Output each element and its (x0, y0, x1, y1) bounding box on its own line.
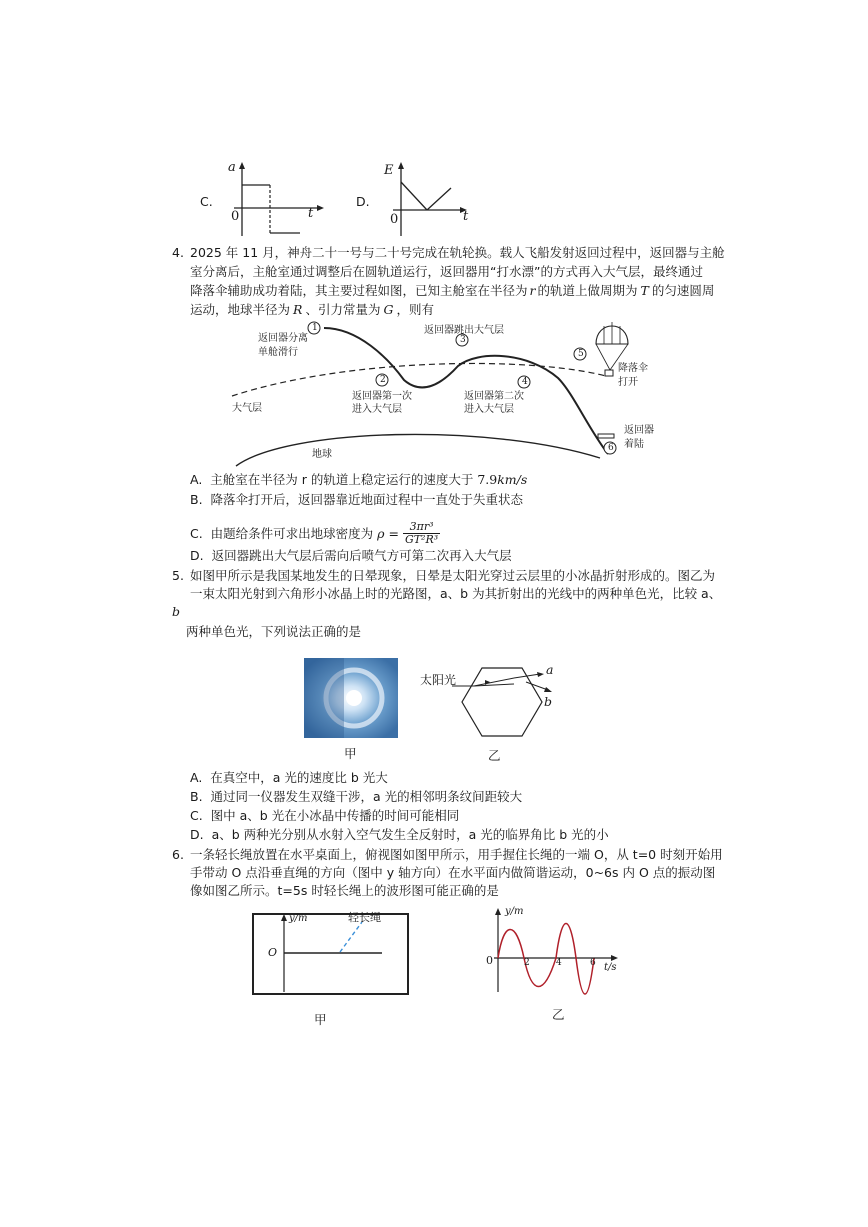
graph-origin: 0 (486, 954, 493, 967)
fig-jia-caption: 甲 (344, 746, 357, 761)
label-capsule: 返回器 (624, 425, 654, 436)
marker-2: 2 (380, 375, 386, 385)
label-glide: 单舱滑行 (258, 347, 298, 358)
q4-option-c[interactable]: C. 由题给条件可求出地球密度为 ρ = $\frac{\text{3πr³}}{\text{GT²R³}}$ (190, 519, 439, 546)
ray-a-label: a (546, 662, 554, 677)
graph-tick-4: 4 (556, 958, 562, 968)
marker-3: 3 (460, 335, 466, 345)
fig-yi-caption: 乙 (488, 748, 501, 763)
fig-yi-caption-q6: 乙 (552, 1007, 565, 1022)
q4-line-4: 运动，地球半径为 R 、引力常量为 G ，则有 (190, 302, 434, 317)
rope-origin: O (268, 946, 278, 959)
q4-number: 4. (172, 245, 184, 260)
q5-line-2: 一束太阳光射到六角形小冰晶上时的光路图，a、b 为其折射出的光线中的两种单色光，比较 a、 (190, 586, 722, 601)
label-separation: 返回器分离 (258, 333, 308, 344)
ray-b-label: b (544, 694, 553, 709)
rope-y-axis: y/m (289, 913, 308, 924)
marker-4: 4 (522, 377, 528, 387)
q4-option-d[interactable]: D. 返回器跳出大气层后需向后喷气方可第二次再入大气层 (190, 548, 512, 563)
q4-line-3: 降落伞辅助成功着陆，其主要过程如图，已知主舱室在半径为 r 的轨道上做周期为 T 的匀速圆周 (190, 283, 715, 298)
q6-number: 6. (172, 847, 184, 862)
option-c-y-axis: a (228, 160, 236, 175)
q5-option-b[interactable]: B. 通过同一仪器发生双缝干涉，a 光的相邻明条纹间距较大 (190, 789, 523, 804)
halo-photo (304, 658, 398, 738)
density-fraction: $\frac{\text{3πr³}}{\text{GT²R³}}$ (404, 519, 439, 546)
q4-line-1: 2025 年 11 月，神舟二十一号与二十号完成在轨轮换。载人飞船发射返回过程中，返回器与主舱 (190, 245, 725, 260)
q5-line-1: 如图甲所示是我国某地发生的日晕现象，日晕是太阳光穿过云层里的小冰晶折射形成的。图乙为 (190, 568, 716, 583)
label-second-entry-b: 进入大气层 (464, 404, 514, 415)
graph-tick-6: 6 (590, 958, 596, 968)
option-d-x-axis: t (463, 209, 469, 224)
label-first-entry: 返回器第一次 (352, 391, 412, 402)
label-landing: 着陆 (624, 439, 644, 450)
fig-jia-caption-q6: 甲 (314, 1012, 327, 1027)
option-d-y-axis: E (384, 163, 394, 178)
q5-number: 5. (172, 568, 184, 583)
label-parachute-open: 打开 (618, 377, 638, 388)
q4-option-a[interactable]: A. 主舱室在半径为 r 的轨道上稳定运行的速度大于 7.9km/s (190, 472, 528, 487)
option-d-origin: 0 (390, 212, 399, 227)
label-earth: 地球 (312, 449, 332, 460)
label-skip-out: 返回器跳出大气层 (424, 325, 504, 336)
option-c-x-axis: t (308, 206, 314, 221)
marker-5: 5 (578, 349, 584, 359)
q6-line-3: 像如图乙所示。t=5s 时轻长绳上的波形图可能正确的是 (190, 883, 499, 898)
q5-line-3: b (172, 604, 181, 619)
marker-1: 1 (312, 323, 318, 333)
option-d-graph (383, 160, 493, 240)
q5-option-a[interactable]: A. 在真空中，a 光的速度比 b 光大 (190, 770, 388, 785)
graph-y-axis: y/m (505, 906, 524, 917)
rope-label: 轻长绳 (348, 911, 381, 924)
marker-6: 6 (608, 443, 614, 453)
option-c-graph (224, 160, 334, 240)
option-c-origin: 0 (231, 209, 240, 224)
label-atmosphere: 大气层 (232, 403, 262, 414)
q6-line-2: 手带动 O 点沿垂直绳的方向（图中 y 轴方向）在水平面内做简谐运动，0~6s 内 O 点的振动图 (190, 865, 716, 880)
q5-line-4: 两种单色光，下列说法正确的是 (186, 624, 362, 639)
graph-tick-2: 2 (524, 958, 530, 968)
vibration-graph (484, 906, 644, 996)
graph-x-axis: t/s (604, 962, 617, 973)
q4-line-2: 室分离后，主舱室通过调整后在圆轨道运行，返回器用“打水漂”的方式再入大气层，最终通过 (190, 264, 703, 279)
sunlight-label: 太阳光 (420, 673, 457, 687)
option-d-label: D. (356, 194, 370, 209)
label-first-entry-b: 进入大气层 (352, 404, 402, 415)
q4-option-b[interactable]: B. 降落伞打开后，返回器靠近地面过程中一直处于失重状态 (190, 492, 524, 507)
q5-option-c[interactable]: C. 图中 a、b 光在小冰晶中传播的时间可能相同 (190, 808, 460, 823)
q5-option-d[interactable]: D. a、b 两种光分别从水射入空气发生全反射时，a 光的临界角比 b 光的小 (190, 827, 609, 842)
label-parachute: 降落伞 (618, 363, 648, 374)
q6-line-1: 一条轻长绳放置在水平桌面上，俯视图如图甲所示，用手握住长绳的一端 O，从 t=0 时刻开始用 (190, 847, 723, 862)
label-second-entry: 返回器第二次 (464, 391, 524, 402)
option-c-label: C. (200, 194, 213, 209)
